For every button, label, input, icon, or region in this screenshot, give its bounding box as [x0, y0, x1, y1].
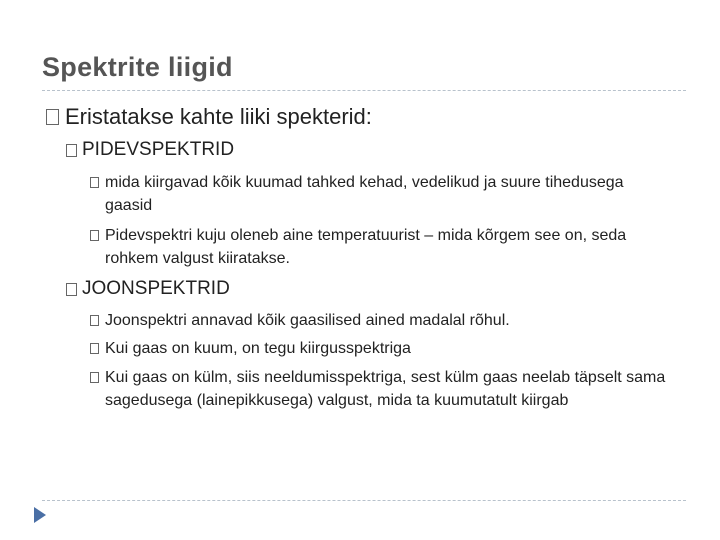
list-item — [90, 224, 670, 270]
list-item — [90, 337, 670, 360]
list-item-text: Joonspektri annavad kõik gaasilised ained madalal rõhul. — [105, 312, 510, 329]
list-item — [90, 171, 670, 217]
slide-title: Spektrite liigid — [42, 52, 233, 82]
list-item-text: Pidevspektri kuju oleneb aine temperatuurist – mida kõrgem see on, seda rohkem valgust kiiratakse. — [105, 227, 627, 267]
bullet-square-icon — [90, 177, 99, 188]
play-triangle-icon — [33, 506, 47, 524]
list-item — [90, 366, 670, 412]
bullet-square-icon — [46, 109, 59, 125]
section-heading-pidevspektrid — [66, 139, 234, 161]
list-item-text: mida kiirgavad kõik kuumad tahked kehad, vedelikud ja suure tihedusega gaasid — [105, 174, 624, 214]
bullet-square-icon — [90, 372, 99, 383]
bullet-square-icon — [90, 343, 99, 354]
intro-line — [46, 104, 372, 130]
list-item-text: Kui gaas on kuum, on tegu kiirgusspektriga — [105, 340, 411, 357]
footer-divider — [42, 500, 686, 501]
intro-text: Eristatakse kahte liiki spekterid: — [65, 104, 372, 129]
section-heading-joonspektrid — [66, 278, 230, 300]
play-triangle-shape — [34, 507, 46, 523]
bullet-square-icon — [90, 230, 99, 241]
section-heading-text: JOONSPEKTRID — [82, 278, 230, 299]
bullet-square-icon — [66, 283, 77, 296]
list-item — [90, 309, 670, 332]
section-heading-text: PIDEVSPEKTRID — [82, 139, 235, 160]
bullet-square-icon — [90, 315, 99, 326]
bullet-square-icon — [66, 144, 77, 157]
list-item-text: Kui gaas on külm, siis neeldumisspektriga, sest külm gaas neelab täpselt sama sagedusega (lainepikkusega) valgust, mida ta kuumutatult kiirgab — [105, 369, 666, 409]
